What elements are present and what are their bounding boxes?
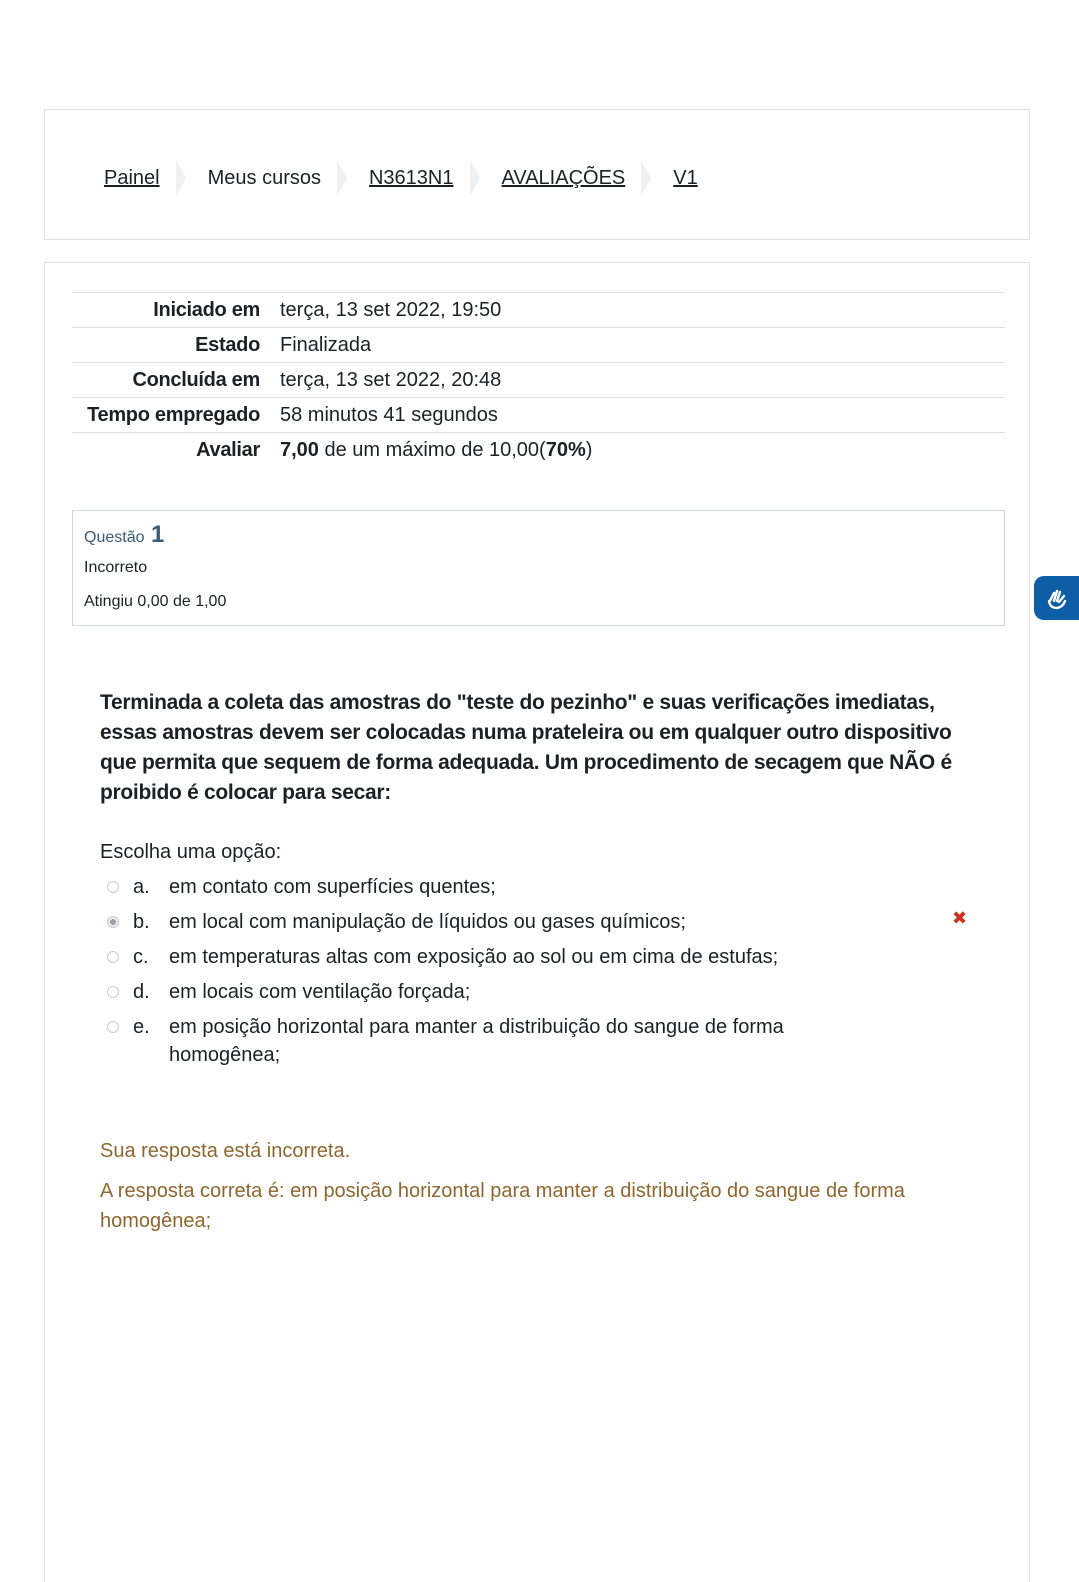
option-text: em posição horizontal para manter a distribuição do sangue de forma homogênea;	[169, 1016, 784, 1066]
question-state: Incorreto	[84, 559, 148, 576]
summary-row-time	[72, 398, 1005, 433]
grade-score: 7,00	[280, 439, 319, 461]
attempt-summary-table	[72, 292, 1005, 467]
radio-e[interactable]	[107, 1021, 119, 1033]
option-letter: b.	[133, 911, 150, 933]
state-value: Finalizada	[280, 328, 1005, 363]
option-a[interactable]	[107, 873, 977, 901]
question-info-box	[72, 510, 1005, 626]
sign-language-icon	[1044, 585, 1070, 611]
feedback-incorrect: Sua resposta está incorreta.	[100, 1140, 351, 1162]
started-label: Iniciado em	[72, 293, 280, 328]
radio-a[interactable]	[107, 881, 119, 893]
radio-c[interactable]	[107, 951, 119, 963]
breadcrumb-avaliacoes[interactable]: AVALIAÇÕES	[501, 166, 626, 189]
breadcrumb-separator	[641, 160, 651, 196]
option-e[interactable]	[107, 1013, 977, 1069]
option-letter: d.	[133, 981, 150, 1003]
breadcrumb-separator	[337, 160, 347, 196]
radio-d[interactable]	[107, 986, 119, 998]
breadcrumb-course[interactable]: N3613N1	[368, 166, 454, 189]
time-value: 58 minutos 41 segundos	[280, 398, 1005, 433]
option-text: em temperaturas altas com exposição ao sol ou em cima de estufas;	[169, 946, 779, 968]
breadcrumb-separator	[470, 160, 480, 196]
breadcrumb-card	[44, 109, 1030, 240]
grade-percent: 70%	[545, 439, 586, 461]
completed-label: Concluída em	[72, 363, 280, 398]
question-number-value: 1	[150, 521, 165, 548]
breadcrumb-separator	[176, 160, 186, 196]
started-value: terça, 13 set 2022, 19:50	[280, 293, 1005, 328]
sign-language-accessibility-button[interactable]	[1034, 576, 1079, 620]
breadcrumb-painel[interactable]: Painel	[104, 166, 160, 189]
option-b[interactable]	[107, 908, 977, 936]
question-grade: Atingiu 0,00 de 1,00	[84, 593, 227, 610]
feedback-correct-answer: A resposta correta é: em posição horizontal para manter a distribuição do sangue de forma homogênea;	[100, 1180, 905, 1232]
quiz-review-card	[44, 262, 1030, 1582]
breadcrumb	[104, 160, 698, 196]
completed-value: terça, 13 set 2022, 20:48	[280, 363, 1005, 398]
grade-value	[280, 433, 1005, 468]
option-letter: a.	[133, 876, 150, 898]
option-c[interactable]	[107, 943, 977, 971]
question-text: Terminada a coleta das amostras do "teste do pezinho" e suas verificações imediatas, essas amostras devem ser colocadas numa prateleira ou em qualquer outro dispositivo que permita que sequem de forma adequada. Um procedimento de secagem que NÃO é proibido é colocar para secar:	[100, 691, 952, 804]
answer-feedback	[100, 1136, 980, 1246]
option-d[interactable]	[107, 978, 977, 1006]
breadcrumb-meus-cursos: Meus cursos	[207, 166, 321, 189]
state-label: Estado	[72, 328, 280, 363]
radio-b[interactable]	[107, 916, 119, 928]
time-label: Tempo empregado	[72, 398, 280, 433]
option-letter: e.	[133, 1016, 150, 1038]
summary-row-state	[72, 328, 1005, 363]
grade-mid: de um máximo de 10,00(	[318, 439, 546, 461]
option-text: em locais com ventilação forçada;	[169, 981, 471, 1003]
grade-end: )	[585, 439, 593, 461]
summary-row-grade	[72, 433, 1005, 468]
breadcrumb-v1[interactable]: V1	[673, 166, 698, 189]
incorrect-cross-icon: ✖	[952, 908, 968, 928]
grade-label: Avaliar	[72, 433, 280, 468]
summary-row-started	[72, 293, 1005, 328]
option-text: em local com manipulação de líquidos ou gases químicos;	[169, 911, 686, 933]
question-label: Questão	[84, 529, 145, 546]
question-number	[84, 521, 164, 549]
answer-prompt: Escolha uma opção:	[100, 841, 282, 863]
option-letter: c.	[133, 946, 149, 968]
answer-options	[107, 873, 977, 1076]
option-text: em contato com superfícies quentes;	[169, 876, 496, 898]
summary-row-completed	[72, 363, 1005, 398]
